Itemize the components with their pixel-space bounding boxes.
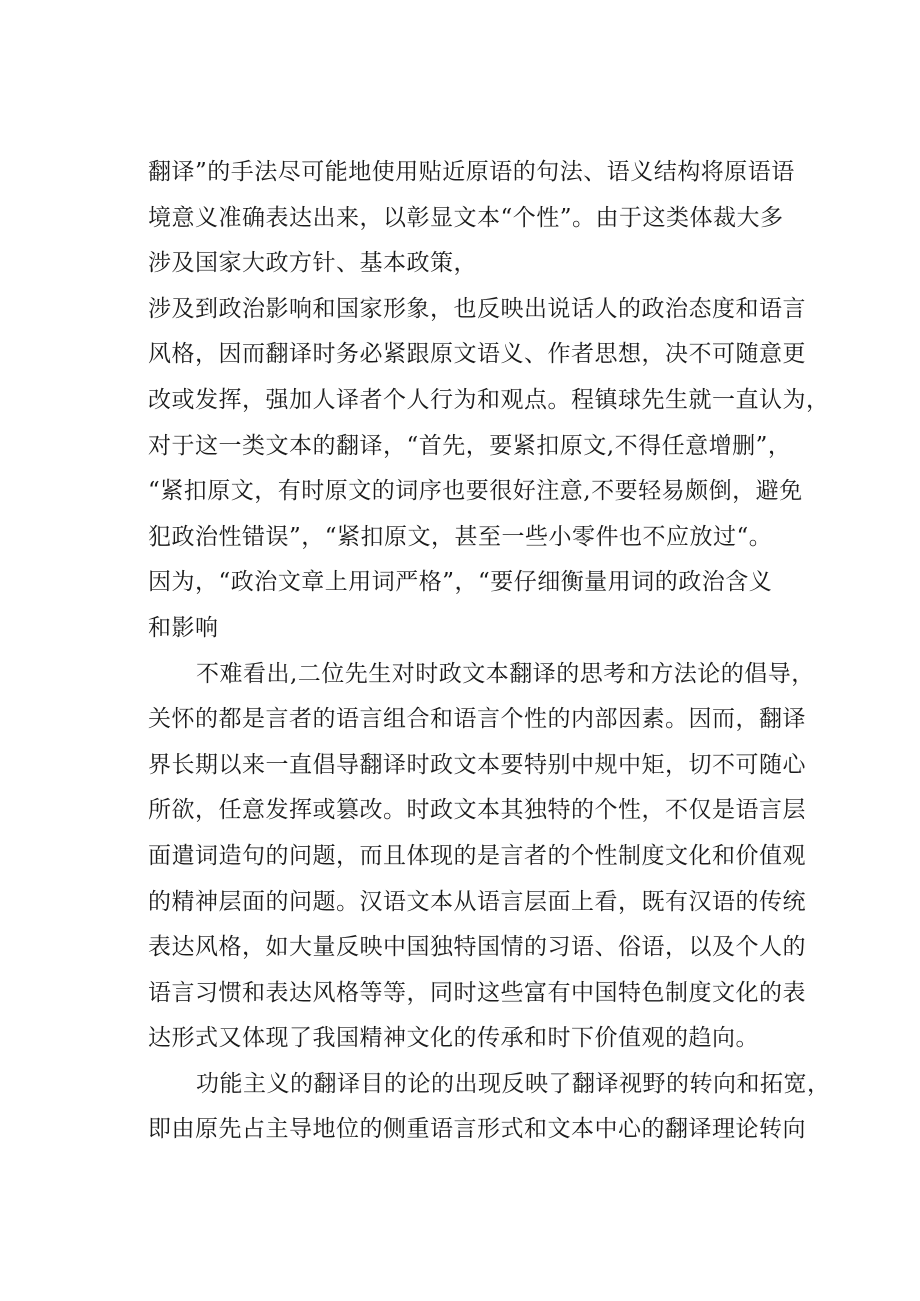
text-line: 犯政治性错误”，“紧扣原文，甚至一些小零件也不应放过“。 <box>148 523 773 550</box>
text-line: 所欲，任意发挥或篡改。时政文本其独特的个性，不仅是语言层 <box>148 797 806 824</box>
paragraph-start-line: 不难看出,二位先生对时政文本翻译的思考和方法论的倡导， <box>196 660 815 687</box>
text-line: 表达风格，如大量反映中国独特国情的习语、俗语，以及个人的 <box>148 934 806 961</box>
text-line: 对于这一类文本的翻译，“首先，要紧扣原文,不得任意增删”， <box>148 432 792 459</box>
text-line: 达形式又体现了我国精神文化的传承和时下价值观的趋向。 <box>148 1025 759 1052</box>
text-line: 改或发挥，强加人译者个人行为和观点。程镇球先生就一直认为， <box>148 386 830 413</box>
text-line: 即由原先占主导地位的侧重语言形式和文本中心的翻译理论转向 <box>148 1116 806 1143</box>
text-line: 界长期以来一直倡导翻译时政文本要特别中规中矩，切不可随心 <box>148 751 806 778</box>
text-line: 涉及国家大政方针、基本政策， <box>148 250 477 277</box>
text-line: 和影响 <box>148 614 219 641</box>
text-line: 的精神层面的问题。汉语文本从语言层面上看，既有汉语的传统 <box>148 888 806 915</box>
text-line: “紧扣原文，有时原文的词序也要很好注意,不要轻易颇倒，避免 <box>148 478 803 505</box>
text-line: 境意义准确表达出来，以彰显文本“个性”。由于这类体裁大多 <box>148 204 784 231</box>
text-line: 风格，因而翻译时务必紧跟原文语义、作者思想，决不可随意更 <box>148 341 806 368</box>
body-text <box>148 150 831 1153</box>
text-line: 关怀的都是言者的语言组合和语言个性的内部因素。因而，翻译 <box>148 706 806 733</box>
text-line: 涉及到政治影响和国家形象，也反映出说话人的政治态度和语言 <box>148 295 806 322</box>
text-line: 因为，“政治文章上用词严格”，“要仔细衡量用词的政治含义 <box>148 569 773 596</box>
text-line: 翻译”的手法尽可能地使用贴近原语的句法、语义结构将原语语 <box>148 159 795 185</box>
text-line: 面遣词造句的问题，而且体现的是言者的个性制度文化和价值观 <box>148 842 806 869</box>
paragraph-start-line: 功能主义的翻译目的论的出现反映了翻译视野的转向和拓宽， <box>196 1070 831 1097</box>
text-line: 语言习惯和表达风格等等，同时这些富有中国特色制度文化的表 <box>148 979 806 1006</box>
